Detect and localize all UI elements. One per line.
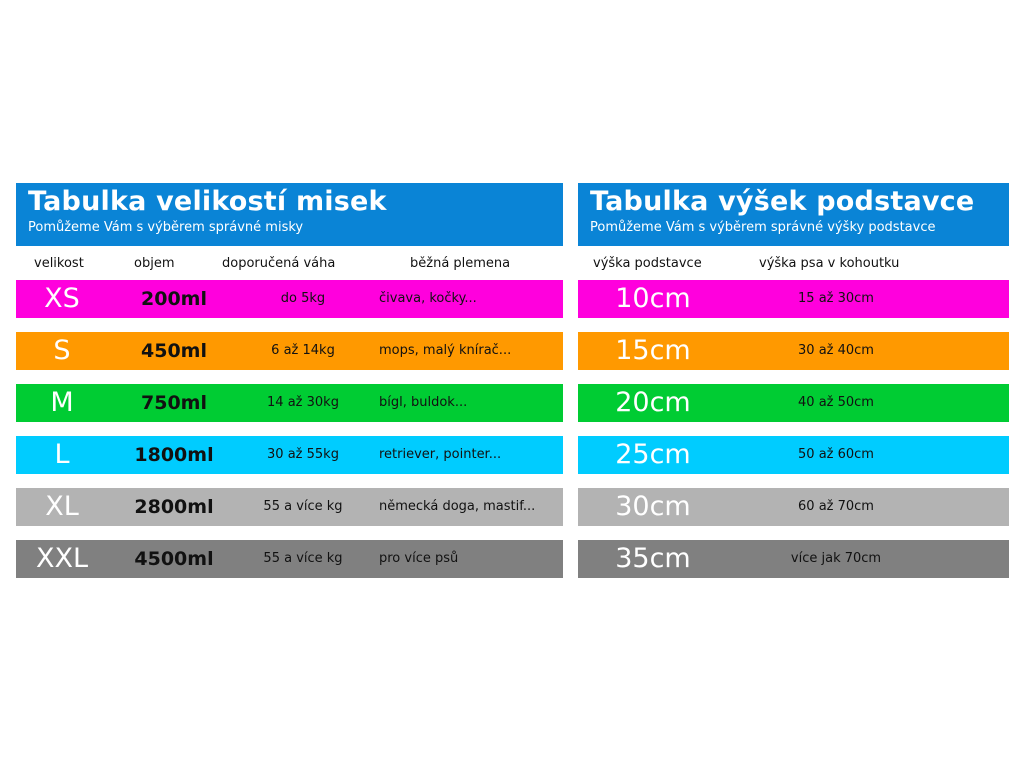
weight-cell: 55 a více kg: [263, 499, 343, 514]
breed-cell: čivava, kočky...: [379, 291, 477, 306]
bowl-table-header: [16, 246, 563, 280]
bowl-size-table: [16, 183, 563, 580]
table-row: [578, 436, 1009, 474]
breed-cell: mops, malý knírač...: [379, 343, 512, 358]
volume-cell: 200ml: [141, 288, 207, 310]
weight-cell: do 5kg: [280, 291, 326, 306]
dog-height-cell: 50 až 60cm: [798, 447, 874, 462]
dog-height-cell: 40 až 50cm: [798, 395, 874, 410]
stand-height-cell: 10cm: [615, 283, 691, 314]
weight-cell: 6 až 14kg: [271, 343, 335, 358]
table-row: [578, 384, 1009, 422]
size-cell: XL: [45, 491, 79, 522]
table-row: [16, 436, 563, 474]
dog-height-cell: 30 až 40cm: [798, 343, 874, 358]
weight-cell: 14 až 30kg: [267, 395, 339, 410]
dog-height-cell: více jak 70cm: [790, 551, 882, 566]
size-cell: S: [53, 335, 71, 366]
stand-table-header: [578, 246, 1009, 280]
stand-table-title: Tabulka výšek podstavce: [590, 186, 975, 217]
volume-cell: 2800ml: [134, 496, 214, 518]
stand-table-body: [578, 280, 1009, 580]
bowl-table-title: Tabulka velikostí misek: [28, 186, 387, 217]
size-cell: XS: [44, 283, 80, 314]
table-row: [578, 280, 1009, 318]
stand-height-table: [578, 183, 1009, 580]
bowl-table-banner: [16, 183, 563, 246]
header-breeds: běžná plemena: [410, 256, 511, 271]
stand-height-cell: 20cm: [615, 387, 691, 418]
bowl-table-body: [16, 280, 563, 580]
breed-cell: bígl, buldok...: [379, 395, 468, 410]
header-weight: doporučená váha: [222, 256, 336, 271]
table-row: [16, 488, 563, 526]
volume-cell: 450ml: [141, 340, 207, 362]
stand-height-cell: 35cm: [615, 543, 691, 574]
table-row: [16, 280, 563, 318]
table-row: [16, 384, 563, 422]
breed-cell: retriever, pointer...: [379, 447, 502, 462]
breed-cell: pro více psů: [379, 551, 459, 566]
dog-height-cell: 60 až 70cm: [798, 499, 874, 514]
breed-cell: německá doga, mastif...: [379, 499, 536, 514]
size-cell: L: [54, 439, 70, 470]
stand-height-cell: 15cm: [615, 335, 691, 366]
weight-cell: 30 až 55kg: [267, 447, 339, 462]
table-row: [578, 488, 1009, 526]
volume-cell: 1800ml: [134, 444, 214, 466]
header-volume: objem: [134, 256, 175, 271]
header-size: velikost: [34, 256, 84, 271]
stand-height-cell: 30cm: [615, 491, 691, 522]
header-stand-height: výška podstavce: [593, 256, 702, 271]
stand-table-banner: [578, 183, 1009, 246]
volume-cell: 750ml: [141, 392, 207, 414]
weight-cell: 55 a více kg: [263, 551, 343, 566]
table-row: [578, 540, 1009, 578]
size-cell: M: [50, 387, 74, 418]
header-dog-height: výška psa v kohoutku: [759, 256, 900, 271]
stand-height-cell: 25cm: [615, 439, 691, 470]
table-row: [578, 332, 1009, 370]
dog-height-cell: 15 až 30cm: [798, 291, 874, 306]
table-row: [16, 332, 563, 370]
table-row: [16, 540, 563, 578]
size-cell: XXL: [35, 543, 89, 574]
volume-cell: 4500ml: [134, 548, 214, 570]
stand-table-subtitle: Pomůžeme Vám s výběrem správné výšky podstavce: [590, 220, 936, 235]
bowl-table-subtitle: Pomůžeme Vám s výběrem správné misky: [28, 220, 304, 235]
